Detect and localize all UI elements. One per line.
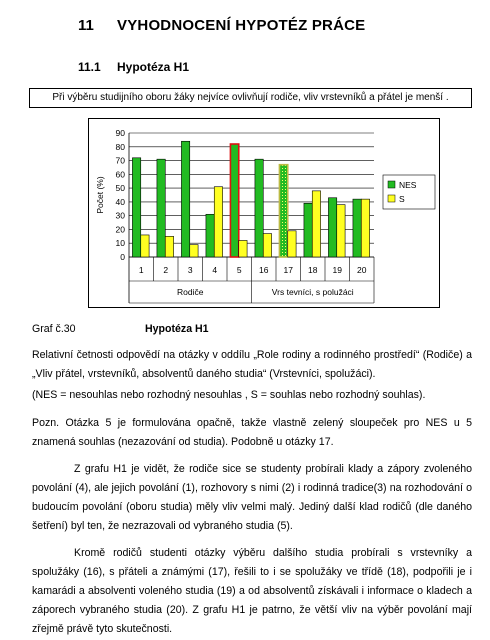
x-tick-label: 5 xyxy=(236,265,242,275)
group-label: Vrs tevníci, s polužáci xyxy=(271,287,354,297)
paragraph-parents: Z grafu H1 je vidět, že rodiče sice se studenty probírali klady a zápory zvoleného povolání (4), ale jejich povolání (1), rozhovory s nimi (2) i rodinná tradice(3) na rozhodování o budoucím povolání (oboru studia) měly vliv velmi malý. Jediný další klad rodičů (dle daného šetření) byl ten, že nezrazovali od vybraného studia (5). xyxy=(32,463,472,532)
y-tick-label: 60 xyxy=(115,169,125,180)
x-tick-label: 2 xyxy=(163,265,169,275)
section-number: 11.1 xyxy=(78,60,101,74)
bar-s-2 xyxy=(165,236,173,257)
x-tick-label: 17 xyxy=(283,265,293,275)
x-tick-label: 4 xyxy=(212,265,218,275)
y-axis-label: Počet (%) xyxy=(95,176,105,214)
x-tick-label: 1 xyxy=(138,265,144,275)
paragraph-sections: Relativní četnosti odpovědí na otázky v oddílu „Role rodiny a rodinného prostředí“ (Rodiče) a „Vliv přátel, vrstevníků, absolventů daného studia“ (Vrstevníci, spolužáci). xyxy=(32,349,472,380)
bar-nes-5 xyxy=(230,144,238,257)
x-tick-label: 20 xyxy=(357,265,367,275)
legend-label-s: S xyxy=(399,194,405,204)
x-tick-label: 19 xyxy=(332,265,342,275)
legend-label-nes: NES xyxy=(399,180,417,190)
x-tick-label: 18 xyxy=(308,265,318,275)
chapter-title: VYHODNOCENÍ HYPOTÉZ PRÁCE xyxy=(117,17,366,34)
x-tick-label: 16 xyxy=(259,265,269,275)
bar-s-17 xyxy=(288,231,296,257)
y-tick-label: 70 xyxy=(115,155,125,166)
bar-nes-3 xyxy=(181,141,189,257)
paragraph-note: Pozn. Otázka 5 je formulována opačně, takže vlastně zelený sloupeček pro NES u 5 znamená souhlas (nezazování od studia). Podobně u otázky 17. xyxy=(32,417,472,448)
legend-swatch-s xyxy=(388,195,395,202)
bar-s-1 xyxy=(141,235,149,257)
y-tick-label: 20 xyxy=(115,224,125,235)
y-tick-label: 90 xyxy=(115,128,125,138)
x-tick-label: 3 xyxy=(187,265,193,275)
bar-nes-1 xyxy=(132,158,140,257)
bar-nes-18 xyxy=(304,203,312,257)
bar-s-18 xyxy=(312,191,320,257)
bar-s-19 xyxy=(337,205,345,257)
bar-nes-16 xyxy=(255,159,263,257)
y-tick-label: 40 xyxy=(115,196,125,207)
bar-nes-20 xyxy=(353,199,361,257)
bar-s-3 xyxy=(190,245,198,257)
figure-title: Hypotéza H1 xyxy=(145,323,209,335)
section-title: Hypotéza H1 xyxy=(117,60,190,74)
chart-frame xyxy=(88,118,440,308)
y-tick-label: 50 xyxy=(115,183,125,194)
bar-nes-2 xyxy=(157,159,165,257)
bar-s-4 xyxy=(214,187,222,257)
figure-label: Graf č.30 xyxy=(32,323,76,335)
bar-s-16 xyxy=(263,234,271,257)
y-tick-label: 80 xyxy=(115,141,125,152)
y-tick-label: 10 xyxy=(115,238,125,249)
legend-swatch-nes xyxy=(388,181,395,188)
bar-nes-17 xyxy=(279,165,287,257)
chapter-number: 11 xyxy=(78,17,94,34)
bar-nes-4 xyxy=(206,214,214,257)
paragraph-peers: Kromě rodičů studenti otázky výběru dalšího studia probírali s vrstevníky a spolužáky (16), s přáteli a známými (17), řešili to i se spolužáky ve třídě (18), podpořili je i kamarádi a absolventi voleného studia (19) a od absolventů získávali i informace o kladech a záporech vybraného studia (20). Z grafu H1 je patrno, že větší vliv na výběr povolání mají zřejmě právě tyto skutečnosti. xyxy=(32,547,472,635)
bar-chart xyxy=(89,119,439,307)
group-label: Rodiče xyxy=(177,287,204,297)
hypothesis-box: Při výběru studijního oboru žáky nejvíce ovlivňují rodiče, vliv vrstevníků a přátel je menší . xyxy=(29,88,472,108)
paragraph-legend-note: (NES = nesouhlas nebo rozhodný nesouhlas , S = souhlas nebo rozhodný souhlas). xyxy=(32,389,426,401)
bar-s-20 xyxy=(361,199,369,257)
y-tick-label: 0 xyxy=(120,252,125,262)
bar-s-5 xyxy=(239,240,247,257)
bar-nes-19 xyxy=(328,198,336,257)
y-tick-label: 30 xyxy=(115,210,125,221)
